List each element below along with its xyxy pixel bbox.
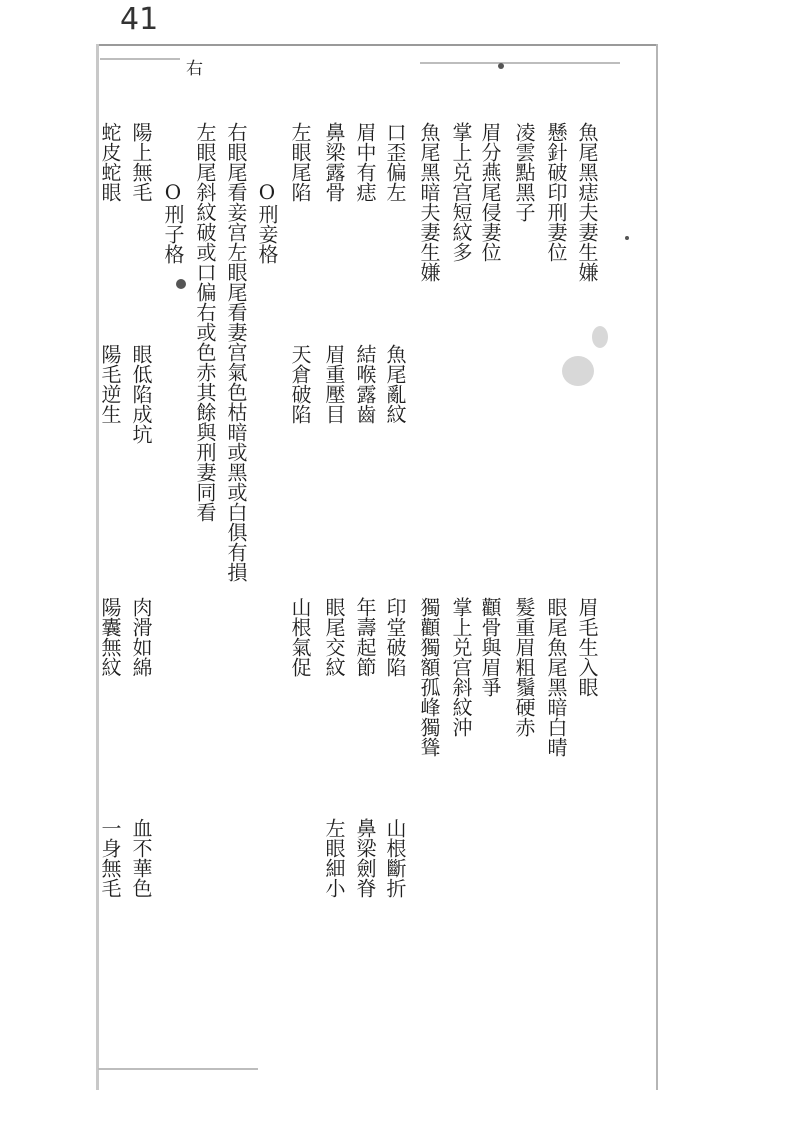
text-column: 印堂破陷 [383, 597, 407, 677]
text-column: 結喉露齒 [353, 344, 377, 424]
text-column: 左眼尾斜紋破或口偏右或色赤其餘與刑妻同看 [193, 122, 217, 522]
text-column: 左眼尾陷 [288, 122, 312, 202]
text-column: 左眼細小 [322, 818, 346, 898]
text-column: 鼻梁劍脊 [353, 818, 377, 898]
text-column: 顴骨與眉爭 [478, 597, 502, 697]
text-column: 凌雲點黑子 [512, 122, 536, 222]
text-column: 魚尾亂紋 [383, 344, 407, 424]
ink-spot [625, 236, 629, 240]
scan-edge-right [656, 44, 658, 1090]
text-column: 陽毛逆生 [98, 344, 122, 424]
text-column: 肉滑如綿 [129, 597, 153, 677]
text-column: O刑子格 [161, 180, 185, 264]
text-column: 蛇皮蛇眼 [98, 122, 122, 202]
ink-spot [498, 63, 504, 69]
text-column: 魚尾黑暗夫妻生嫌 [417, 122, 441, 282]
text-column: 眼低陷成坑 [129, 344, 153, 444]
text-column: 陽囊無紋 [98, 597, 122, 677]
text-column: 眼尾交紋 [322, 597, 346, 677]
text-column: 髮重眉粗鬚硬赤 [512, 597, 536, 737]
text-column: O刑妾格 [255, 180, 279, 264]
text-column: 陽上無毛 [129, 122, 153, 202]
margin-label: 右 [186, 59, 203, 79]
text-column: 眉毛生入眼 [575, 597, 599, 697]
text-column: 右眼尾看妾宫左眼尾看妻宫氣色枯暗或黑或白俱有損 [224, 122, 248, 582]
text-column: 一身無毛 [98, 818, 122, 898]
text-column: 掌上兑宫斜紋沖 [449, 597, 473, 737]
smudge [592, 326, 608, 348]
text-column: 年壽起節 [353, 597, 377, 677]
scan-noise [100, 58, 180, 60]
text-column: 口歪偏左 [383, 122, 407, 202]
text-column: 眉重壓目 [322, 344, 346, 424]
smudge [562, 356, 594, 386]
text-column: 山根斷折 [383, 818, 407, 898]
text-column: 眼尾魚尾黑暗白晴 [544, 597, 568, 757]
text-column: 眉中有痣 [353, 122, 377, 202]
text-column: 眉分燕尾侵妻位 [478, 122, 502, 262]
text-column: 天倉破陷 [288, 344, 312, 424]
scan-edge-top [96, 44, 658, 46]
page-number: 41 [120, 2, 159, 37]
text-column: 掌上兑宫短紋多 [449, 122, 473, 262]
scan-noise [98, 1068, 258, 1070]
scan-noise [420, 62, 620, 64]
text-column: 鼻梁露骨 [322, 122, 346, 202]
text-column: 魚尾黑痣夫妻生嫌 [575, 122, 599, 282]
text-column: 獨顴獨額孤峰獨聳 [417, 597, 441, 757]
ink-spot [176, 279, 186, 289]
text-column: 懸針破印刑妻位 [544, 122, 568, 262]
text-column: 血不華色 [129, 818, 153, 898]
text-column: 山根氣促 [288, 597, 312, 677]
